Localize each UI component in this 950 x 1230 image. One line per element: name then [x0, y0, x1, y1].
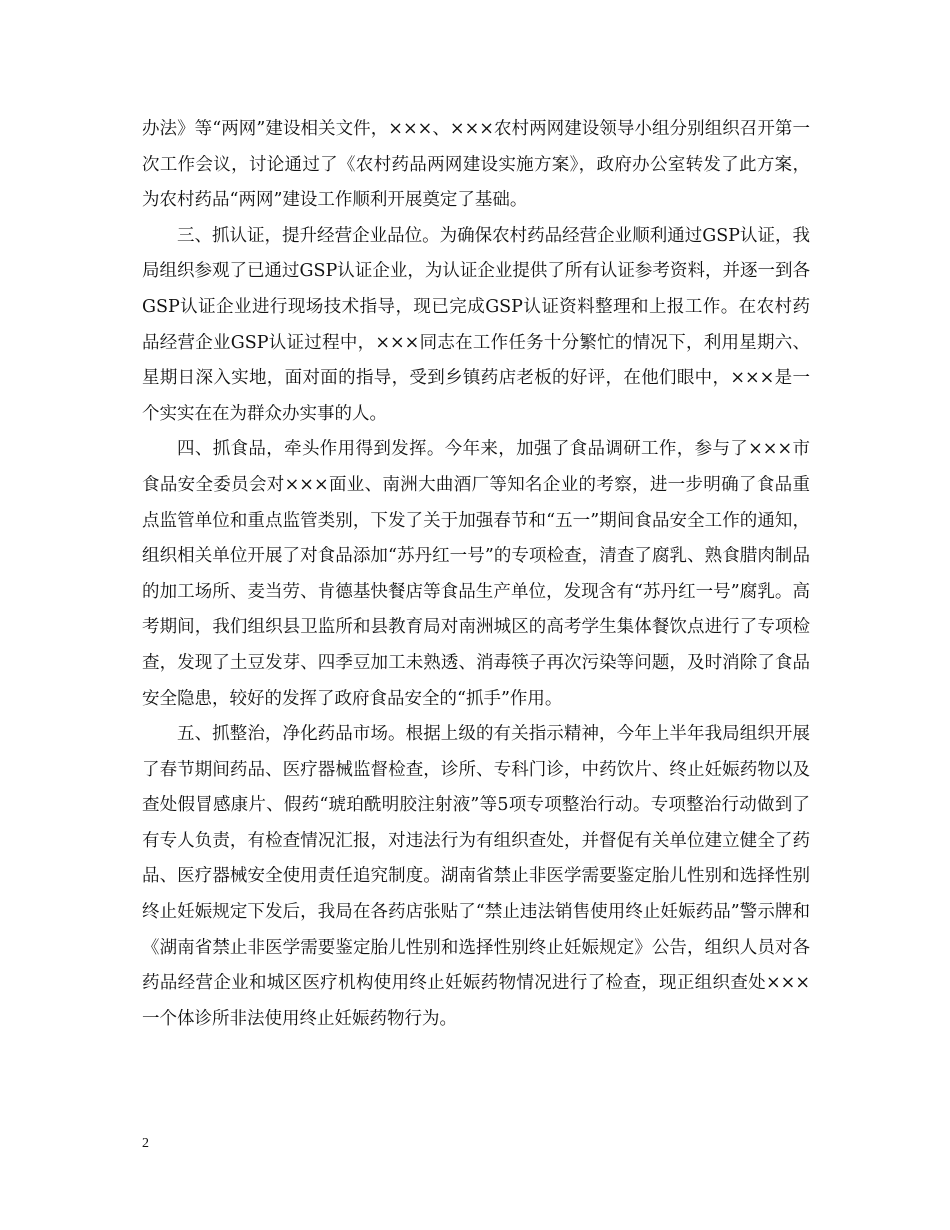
- paragraph-continuation: 办法》等“两网”建设相关文件，×××、×××农村两网建设领导小组分别组织召开第一次工作会议，讨论通过了《农村药品两网建设实施方案》，政府办公室转发了此方案，为农村药品“两网”建设工作顺利开展奠定了基础。: [142, 119, 810, 211]
- document-body: [142, 112, 810, 1037]
- page-number: 2: [142, 1136, 149, 1151]
- paragraph-market-rectification: 五、抓整治，净化药品市场。根据上级的有关指示精神，今年上半年我局组织开展了春节期间药品、医疗器械监督检查，诊所、专科门诊，中药饮片、终止妊娠药物以及查处假冒感康片、假药“琥珀酰明胶注射液”等5项专项整治行动。专项整治行动做到了有专人负责，有检查情况汇报，对违法行为有组织查处，并督促有关单位建立健全了药品、医疗器械安全使用责任追究制度。湖南省禁止非医学需要鉴定胎儿性别和选择性别终止妊娠规定下发后，我局在各药店张贴了“禁止违法销售使用终止妊娠药品”警示牌和《湖南省禁止非医学需要鉴定胎儿性别和选择性别终止妊娠规定》公告，组织人员对各药品经营企业和城区医疗机构使用终止妊娠药物情况进行了检查，现正组织查处×××一个体诊所非法使用终止妊娠药物行为。: [142, 724, 810, 1029]
- paragraph-gsp-certification: 三、抓认证，提升经营企业品位。为确保农村药品经营企业顺利通过GSP认证，我局组织参观了已通过GSP认证企业，为认证企业提供了所有认证参考资料，并逐一到各GSP认证企业进行现场技术指导，现已完成GSP认证资料整理和上报工作。在农村药品经营企业GSP认证过程中，×××同志在工作任务十分繁忙的情况下，利用星期六、星期日深入实地，面对面的指导，受到乡镇药店老板的好评，在他们眼中，×××是一个实实在在为群众办实事的人。: [142, 225, 810, 424]
- paragraph-food-safety: 四、抓食品，牵头作用得到发挥。今年来，加强了食品调研工作，参与了×××市食品安全委员会对×××面业、南洲大曲酒厂等知名企业的考察，进一步明确了食品重点监管单位和重点监管类别，下发了关于加强春节和“五一”期间食品安全工作的通知，组织相关单位开展了对食品添加“苏丹红一号”的专项检查，清查了腐乳、熟食腊肉制品的加工场所、麦当劳、肯德基快餐店等食品生产单位，发现含有“苏丹红一号”腐乳。高考期间，我们组织县卫监所和县教育局对南洲城区的高考学生集体餐饮点进行了专项检查，发现了土豆发芽、四季豆加工未熟透、消毒筷子再次污染等问题，及时消除了食品安全隐患，较好的发挥了政府食品安全的“抓手”作用。: [142, 439, 810, 709]
